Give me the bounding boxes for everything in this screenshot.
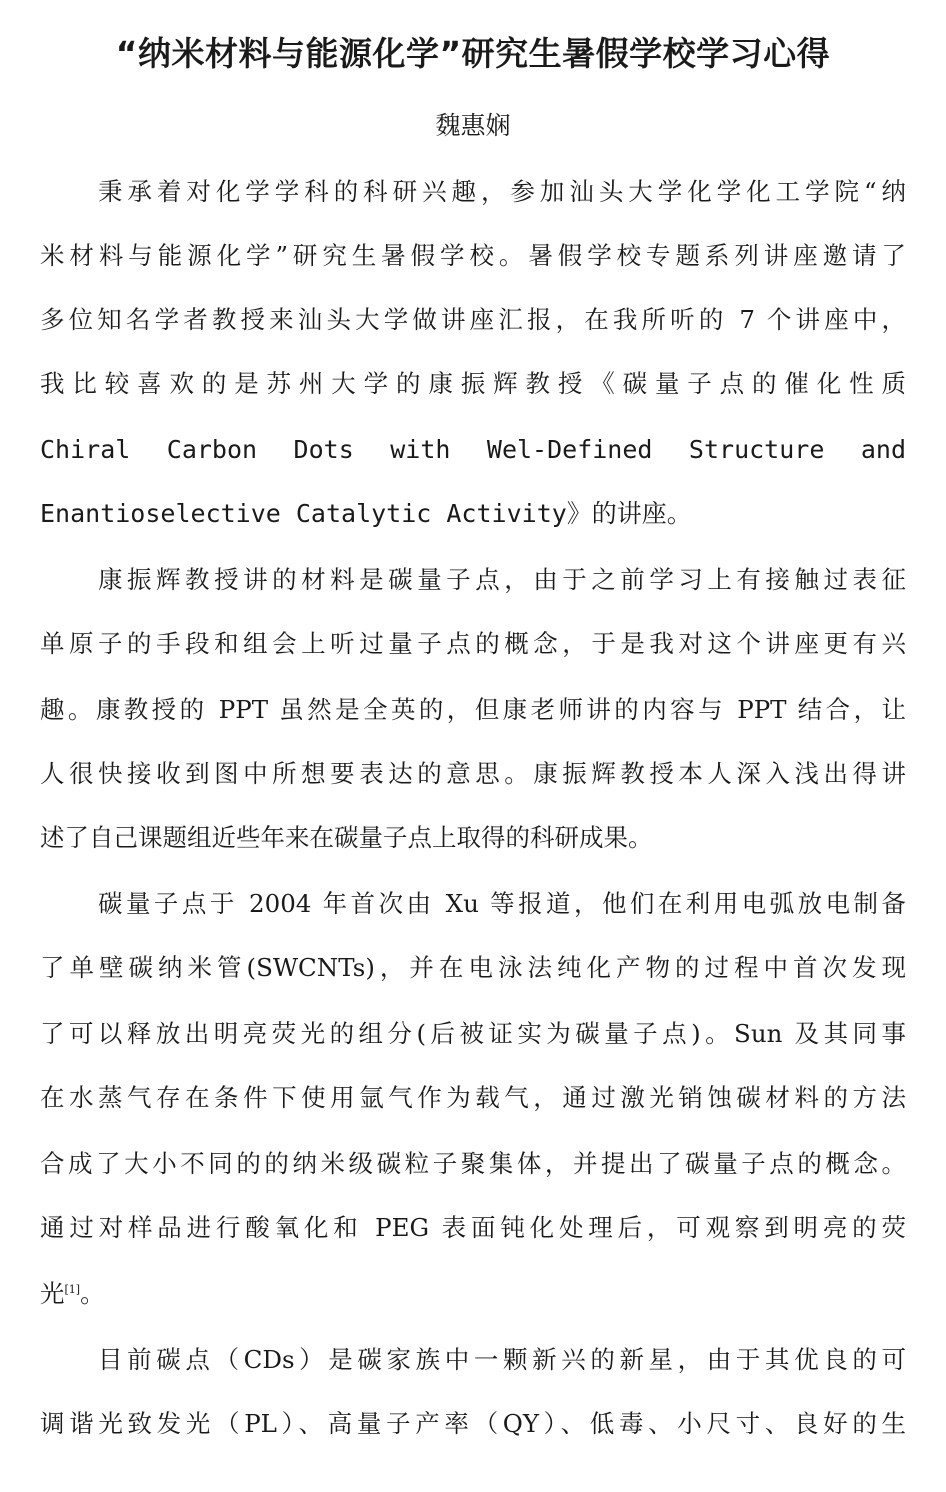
text-line: 通过对样品进行酸氧化和 PEG 表面钝化处理后，可观察到明亮的荧 — [40, 1213, 906, 1242]
text-line: 人很快接收到图中所想要表达的意思。康振辉教授本人深入浅出得讲 — [40, 759, 906, 788]
text-fragment: 。 — [80, 1279, 105, 1308]
text-line: 秉承着对化学学科的科研兴趣，参加汕头大学化学化工学院“纳 — [98, 177, 906, 206]
author-name: 魏惠娴 — [435, 111, 511, 140]
text-line — [40, 1274, 906, 1314]
citation-marker: [1] — [64, 1282, 81, 1296]
text-line: 多位知名学者教授来汕头大学做讲座汇报，在我所听的 7 个讲座中， — [40, 305, 906, 334]
text-line: Enantioselective Catalytic Activity》的讲座。 — [40, 499, 692, 528]
text-line: 单原子的手段和组会上听过量子点的概念，于是我对这个讲座更有兴 — [40, 629, 906, 658]
text-line: Chiral Carbon Dots with Wel-Defined Structure and — [40, 435, 906, 464]
text-line: 米材料与能源化学”研究生暑假学校。暑假学校专题系列讲座邀请了 — [40, 241, 906, 270]
text-line: 合成了大小不同的的纳米级碳粒子聚集体，并提出了碳量子点的概念。 — [40, 1149, 906, 1178]
text-line: 述了自己课题组近些年来在碳量子点上取得的科研成果。 — [40, 823, 653, 852]
text-line: 康振辉教授讲的材料是碳量子点，由于之前学习上有接触过表征 — [98, 565, 906, 594]
text-line: 在水蒸气存在条件下使用氩气作为载气，通过激光销蚀碳材料的方法 — [40, 1083, 906, 1112]
text-line: 了单壁碳纳米管(SWCNTs)，并在电泳法纯化产物的过程中首次发现 — [40, 953, 906, 982]
text-line: 了可以释放出明亮荧光的组分(后被证实为碳量子点)。Sun 及其同事 — [40, 1019, 906, 1048]
text-line: 我比较喜欢的是苏州大学的康振辉教授《碳量子点的催化性质 — [40, 369, 906, 398]
text-line: 趣。康教授的 PPT 虽然是全英的，但康老师讲的内容与 PPT 结合，让 — [40, 695, 906, 724]
text-line: 碳量子点于 2004 年首次由 Xu 等报道，他们在利用电弧放电制备 — [98, 889, 906, 918]
text-line: 调谐光致发光（PL）、高量子产率（QY）、低毒、小尺寸、良好的生 — [40, 1409, 906, 1438]
page-title: “纳米材料与能源化学”研究生暑假学校学习心得 — [115, 34, 831, 73]
text-line: 目前碳点（CDs）是碳家族中一颗新兴的新星，由于其优良的可 — [98, 1345, 906, 1374]
text-fragment: 光 — [40, 1279, 65, 1308]
